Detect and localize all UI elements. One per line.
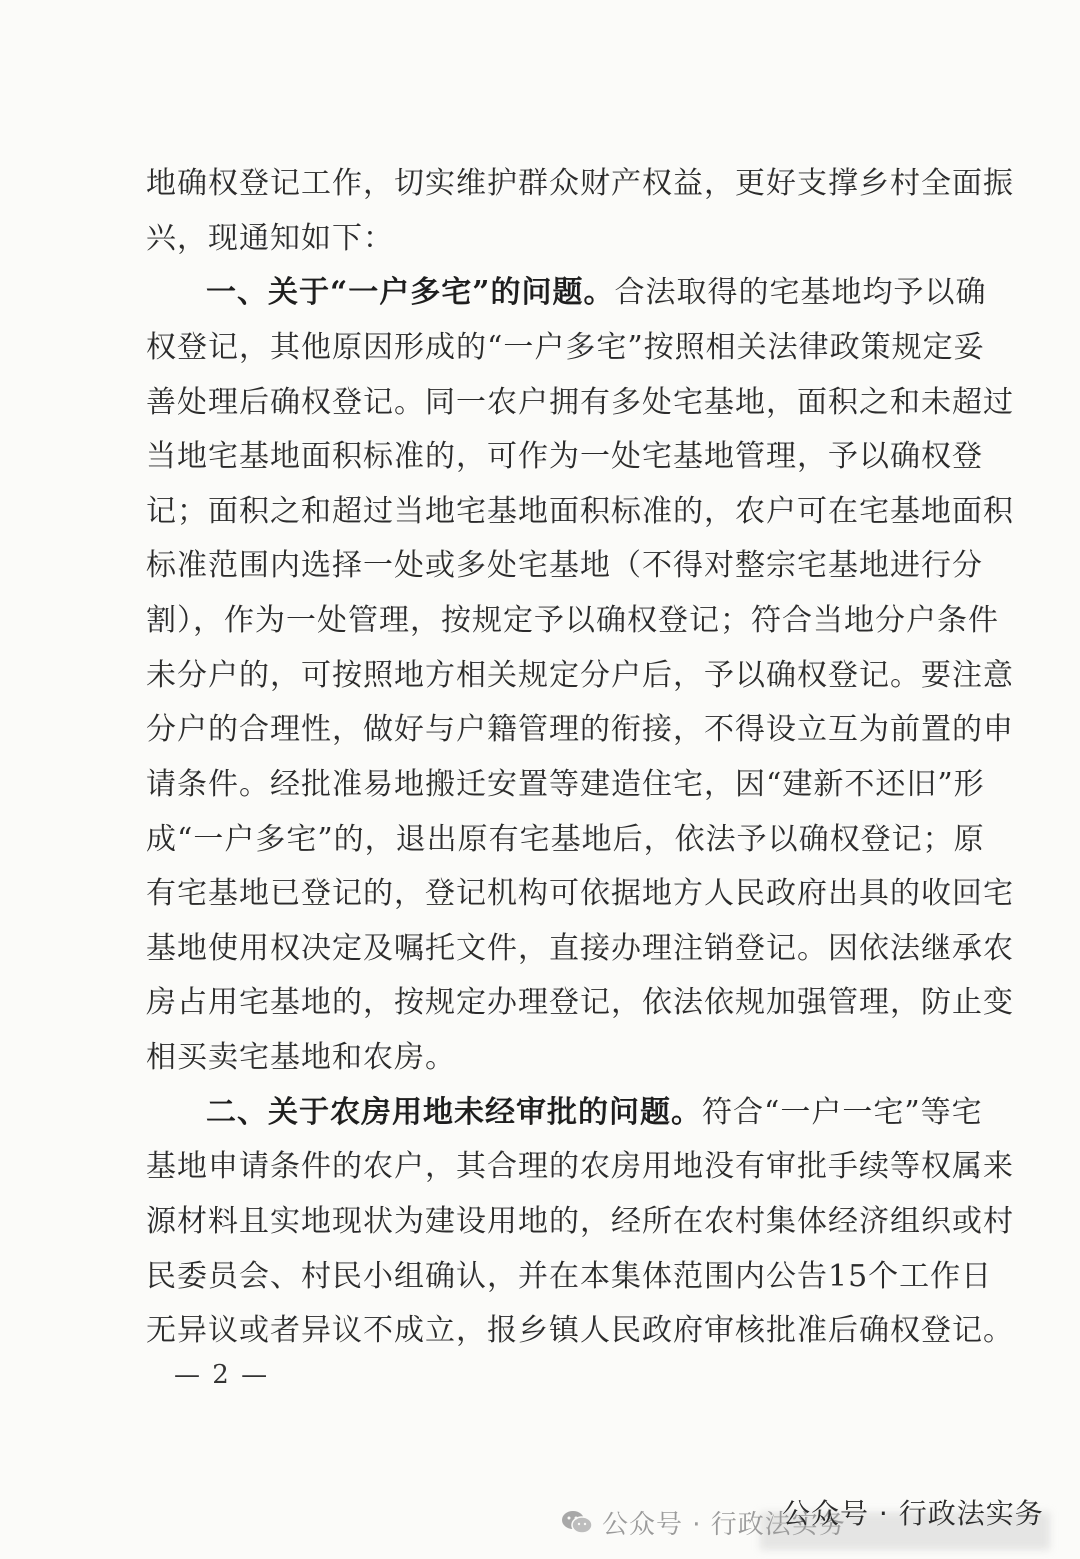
wechat-icon <box>560 1508 594 1536</box>
text-line: 分户的合理性，做好与户籍管理的衔接，不得设立互为前置的申 <box>146 712 1014 747</box>
section-2-heading: 二、关于农房用地未经审批的问题。 <box>206 1095 702 1130</box>
text-line: 当地宅基地面积标准的，可作为一处宅基地管理，予以确权登 <box>146 439 983 474</box>
text-line: 相买卖宅基地和农房。 <box>146 1040 456 1075</box>
text-line: 源材料且实地现状为建设用地的，经所在农村集体经济组织或村 <box>146 1204 1014 1239</box>
text-line: 基地申请条件的农户，其合理的农房用地没有审批手续等权属来 <box>146 1149 1014 1184</box>
text-line: 基地使用权决定及嘱托文件，直接办理注销登记。因依法继承农 <box>146 931 1014 966</box>
text-line: 权登记，其他原因形成的“一户多宅”按照相关法律政策规定妥 <box>146 330 985 365</box>
page-number: — 2 — <box>174 1360 270 1390</box>
text-line: 标准范围内选择一处或多处宅基地（不得对整宗宅基地进行分 <box>146 548 983 583</box>
section-1-text: 合法取得的宅基地均予以确 <box>614 275 987 310</box>
section-2-paragraph-start <box>206 1093 983 1133</box>
text-line: 未分户的，可按照地方相关规定分户后，予以确权登记。要注意 <box>146 658 1014 693</box>
text-line: 地确权登记工作，切实维护群众财产权益，更好支撑乡村全面振 <box>146 166 1014 201</box>
text-line: 兴，现通知如下： <box>146 221 394 256</box>
text-line: 无异议或者异议不成立，报乡镇人民政府审核批准后确权登记。 <box>146 1313 1014 1348</box>
watermark-overlay: 公众号 · 行政法实务 <box>782 1497 1044 1530</box>
watermark-text: 公众号 · 行政法实务 <box>602 1509 846 1540</box>
text-line: 有宅基地已登记的，登记机构可依据地方人民政府出具的收回宅 <box>146 876 1014 911</box>
text-line: 民委员会、村民小组确认，并在本集体范围内公告15个工作日 <box>146 1259 993 1294</box>
text-line: 房占用宅基地的，按规定办理登记，依法依规加强管理，防止变 <box>146 985 1014 1020</box>
text-line: 割），作为一处管理，按规定予以确权登记；符合当地分户条件 <box>146 603 999 638</box>
text-line: 成“一户多宅”的，退出原有宅基地后，依法予以确权登记；原 <box>146 822 985 857</box>
section-1-heading: 一、关于“一户多宅”的问题。 <box>206 275 615 310</box>
section-2-text: 符合“一户一宅”等宅 <box>702 1095 983 1130</box>
text-line: 记；面积之和超过当地宅基地面积标准的，农户可在宅基地面积 <box>146 494 1014 529</box>
text-line: 请条件。经批准易地搬迁安置等建造住宅，因“建新不还旧”形 <box>146 767 985 802</box>
section-1-paragraph-start <box>206 273 987 313</box>
text-line: 善处理后确权登记。同一农户拥有多处宅基地，面积之和未超过 <box>146 385 1014 420</box>
